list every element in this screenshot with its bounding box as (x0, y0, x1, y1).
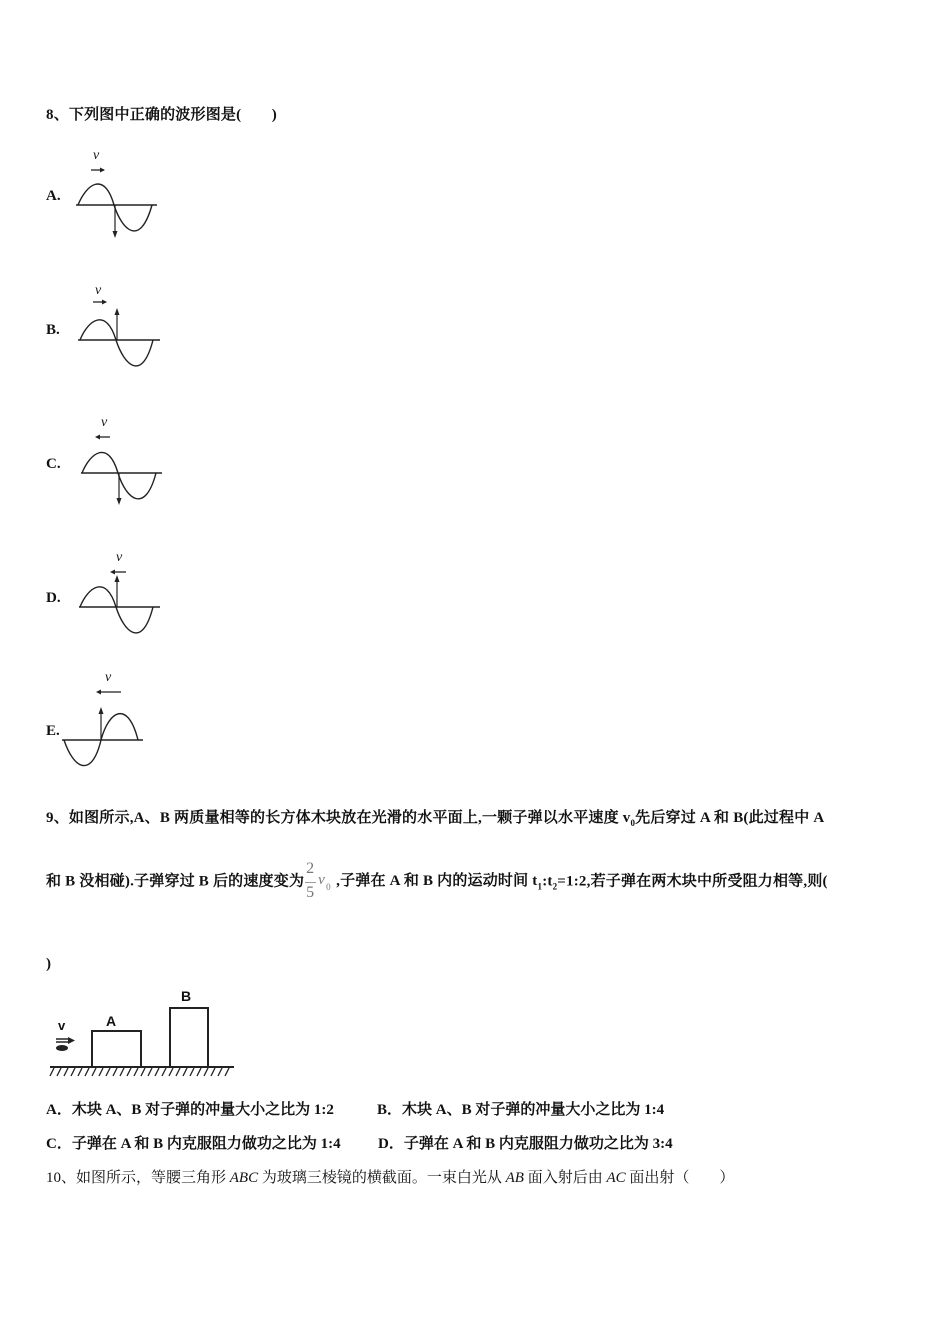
q10-face-ab: AB (505, 1170, 524, 1186)
velocity-label: v (101, 415, 108, 430)
option-a-label: A. (46, 188, 61, 204)
block-a-label: A (106, 1013, 117, 1029)
question-9-text-2-mid: ,子弹在 A 和 B 内的运动时间 t (336, 873, 538, 890)
q10-text-tail: 面出射（ ） (625, 1170, 735, 1186)
fraction-variable: v (318, 872, 326, 888)
blocks-diagram-icon (48, 985, 248, 1080)
velocity-label: v (105, 670, 112, 685)
question-9-line-1 (46, 806, 824, 828)
q10-text-mid1: 为玻璃三棱镜的横截面。一束白光从 (258, 1170, 506, 1186)
velocity-label: v (116, 550, 123, 565)
q9-option-a: A．木块 A、B 对子弹的冲量大小之比为 1:2 (46, 1102, 334, 1118)
velocity-label: v (93, 148, 100, 163)
fraction-numerator: 2 (306, 860, 315, 877)
question-9-text-2-tail: =1:2,若子弹在两木块中所受阻力相等,则( (557, 873, 828, 890)
q10-text-pre: 10、如图所示，等腰三角形 (46, 1170, 230, 1186)
subscript-t1: 1 (537, 881, 543, 892)
wave-diagram-d (78, 550, 170, 642)
wave-diagram-c (80, 415, 175, 510)
fraction-two-fifths-v0 (304, 862, 330, 902)
wave-diagram-a (76, 148, 166, 240)
wave-d-icon (78, 550, 170, 642)
fraction-denominator: 5 (306, 884, 315, 901)
subscript-t2: 2 (552, 881, 558, 892)
question-9-text-1-tail: 先后穿过 A 和 B(此过程中 A (635, 810, 825, 826)
question-8-title: 8、下列图中正确的波形图是( ) (46, 107, 277, 123)
wave-diagram-b (76, 283, 166, 375)
colon-t: :t (542, 873, 553, 890)
option-d-label: D. (46, 590, 61, 606)
q10-triangle-abc: ABC (229, 1170, 259, 1186)
question-9-text-2: 和 B 没相碰).子弹穿过 B 后的速度变为 (46, 873, 305, 890)
q9-option-d: D．子弹在 A 和 B 内克服阻力做功之比为 3:4 (378, 1136, 673, 1152)
question-9-text-1: 9、如图所示,A、B 两质量相等的长方体木块放在光滑的水平面上,一颗子弹以水平速度 v (46, 810, 631, 826)
fraction-bar (305, 882, 316, 883)
option-e-label: E. (46, 723, 60, 739)
question-9-line-3: ) (46, 956, 52, 972)
bullet-velocity-label: v (58, 1018, 66, 1033)
wave-diagram-e (62, 670, 152, 770)
wave-c-icon (80, 415, 175, 510)
q9-option-b: B．木块 A、B 对子弹的冲量大小之比为 1:4 (377, 1102, 665, 1118)
subscript: 0 (630, 818, 636, 828)
wave-b-icon (76, 283, 166, 375)
blocks-figure (48, 985, 248, 1080)
question-10-text (46, 1166, 734, 1187)
velocity-label: v (95, 283, 102, 298)
q9-option-c: C．子弹在 A 和 B 内克服阻力做功之比为 1:4 (46, 1136, 341, 1152)
q10-text-mid2: 面入射后由 (523, 1170, 607, 1186)
option-c-label: C. (46, 456, 61, 472)
wave-a-icon (76, 148, 166, 240)
q10-face-ac: AC (606, 1170, 626, 1186)
fraction-subscript: 0 (326, 882, 331, 892)
option-b-label: B. (46, 322, 60, 338)
block-b-label: B (181, 988, 192, 1004)
question-9-line-2 (46, 862, 828, 902)
